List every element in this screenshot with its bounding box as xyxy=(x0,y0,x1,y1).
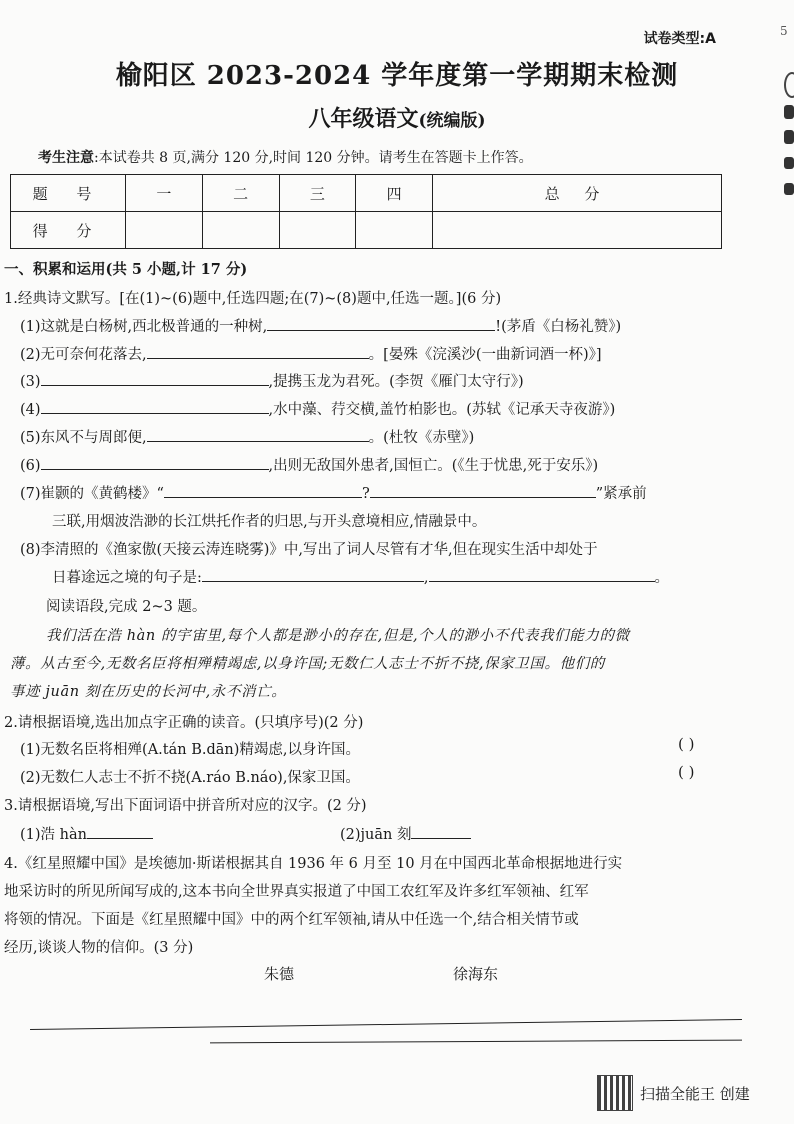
q1-7-tail: ”紧承前 xyxy=(595,486,647,502)
q1-5 xyxy=(20,426,474,447)
answer-blank[interactable] xyxy=(202,566,424,582)
exam-notice xyxy=(38,147,533,167)
answer-line[interactable] xyxy=(30,1019,742,1030)
answer-blank[interactable] xyxy=(429,566,655,582)
answer-blank[interactable] xyxy=(41,370,269,386)
answer-blank[interactable] xyxy=(41,454,269,470)
section-title: 一、积累和运用(共 5 小题,计 17 分) xyxy=(4,261,248,278)
score-header-cell: 一 xyxy=(126,175,203,212)
q1-1-source: !(茅盾《白杨礼赞》) xyxy=(495,319,622,335)
q1-8: (8)李清照的《渔家傲(天接云涛连晓雾)》中,写出了词人尽管有才华,但在现实生活中却处于 xyxy=(20,542,598,558)
q2-2-answer[interactable]: ( ) xyxy=(678,763,695,781)
exam-subtitle xyxy=(0,102,794,133)
q1-6 xyxy=(20,454,598,475)
q4-line: 4.《红星照耀中国》是埃德加·斯诺根据其自 1936 年 6 月至 10 月在中国西北革命根据地进行实 xyxy=(4,856,623,872)
subtitle-note: (统编版) xyxy=(418,111,486,131)
passage-line: 事迹 juān 刻在历史的长河中,永不消亡。 xyxy=(10,684,287,700)
answer-blank[interactable] xyxy=(411,823,471,839)
q1-8-comma: , xyxy=(423,570,429,586)
q4-line: 经历,谈谈人物的信仰。(3 分) xyxy=(4,940,194,956)
answer-blank[interactable] xyxy=(164,482,362,498)
answer-blank[interactable] xyxy=(41,398,269,414)
q1-2-text: (2)无可奈何花落去, xyxy=(20,347,147,363)
q2-stem: 2.请根据语境,选出加点字正确的读音。(只填序号)(2 分) xyxy=(4,715,364,731)
passage-line: 薄。从古至今,无数名臣将相殚精竭虑,以身许国;无数仁人志士不折不挠,保家卫国。他们的 xyxy=(10,656,605,672)
leader-option-a: 朱德 xyxy=(264,965,295,983)
score-cell[interactable] xyxy=(202,212,279,249)
edge-mark: 5 xyxy=(780,24,788,38)
answer-blank[interactable] xyxy=(87,823,153,839)
leader-option-b: 徐海东 xyxy=(453,965,499,983)
passage-line: 我们活在浩 hàn 的宇宙里,每个人都是渺小的存在,但是,个人的渺小不代表我们能力的微 xyxy=(46,628,630,644)
q1-4 xyxy=(20,398,615,419)
q1-3-text: (3) xyxy=(20,374,41,390)
q1-5-source: 。(杜牧《赤壁》) xyxy=(368,430,475,446)
q1-1-text: (1)这就是白杨树,西北极普通的一种树, xyxy=(20,319,268,335)
reading-passage xyxy=(10,622,732,706)
q1-3 xyxy=(20,370,524,391)
score-header-cell: 总 分 xyxy=(433,175,722,212)
q3-stem: 3.请根据语境,写出下面词语中拼音所对应的汉字。(2 分) xyxy=(4,798,367,814)
q1-8-end: 。 xyxy=(654,570,669,586)
q1-7 xyxy=(20,482,647,503)
score-row-label: 得 分 xyxy=(11,212,126,249)
q3-1 xyxy=(20,823,153,844)
q1-6-text: (6) xyxy=(20,458,41,474)
q3-2 xyxy=(340,823,471,844)
q3-1-text: (1)浩 hàn xyxy=(20,827,87,843)
q2-1-answer[interactable]: ( ) xyxy=(678,735,695,753)
q1-8-text: 日暮途远之境的句子是: xyxy=(52,570,202,586)
q1-1 xyxy=(20,315,621,336)
q1-8-cont xyxy=(52,566,669,587)
edge-scribble xyxy=(784,157,794,169)
score-cell[interactable] xyxy=(126,212,203,249)
exam-title: 榆阳区 2023-2024 学年度第一学期期末检测 xyxy=(115,61,679,91)
paper-type: 试卷类型:A xyxy=(643,31,716,47)
answer-blank[interactable] xyxy=(147,426,369,442)
score-cell[interactable] xyxy=(356,212,433,249)
answer-blank[interactable] xyxy=(147,343,369,359)
q1-5-text: (5)东风不与周郎便, xyxy=(20,430,147,446)
score-header-cell: 二 xyxy=(202,175,279,212)
q1-4-source: ,水中藻、荇交横,盖竹柏影也。(苏轼《记承天寺夜游》) xyxy=(268,402,616,418)
q4-line: 将领的情况。下面是《红星照耀中国》中的两个红军领袖,请从中任选一个,结合相关情节或 xyxy=(4,912,579,928)
notice-text: :本试卷共 8 页,满分 120 分,时间 120 分钟。请考生在答题卡上作答。 xyxy=(94,150,533,166)
score-header-cell: 三 xyxy=(279,175,356,212)
q1-4-text: (4) xyxy=(20,402,41,418)
score-cell[interactable] xyxy=(279,212,356,249)
answer-blank[interactable] xyxy=(267,315,495,331)
edge-scribble xyxy=(784,183,794,195)
score-cell[interactable] xyxy=(433,212,722,249)
score-table xyxy=(10,174,722,249)
q1-stem: 1.经典诗文默写。[在(1)~(6)题中,任选四题;在(7)~(8)题中,任选一题。](6 分) xyxy=(4,291,502,307)
read-prompt: 阅读语段,完成 2~3 题。 xyxy=(46,599,207,615)
score-header-label: 题 号 xyxy=(11,175,126,212)
q1-2-source: 。[晏殊《浣溪沙(一曲新词酒一杯)》] xyxy=(368,347,602,363)
q1-7-text: (7)崔颢的《黄鹤楼》“ xyxy=(20,486,164,502)
qr-code-icon xyxy=(597,1075,633,1111)
q1-6-source: ,出则无敌国外患者,国恒亡。(《生于忧患,死于安乐》) xyxy=(268,458,599,474)
notice-label: 考生注意 xyxy=(38,150,94,166)
q2-1: (1)无数名臣将相殚(A.tán B.dān)精竭虑,以身许国。 xyxy=(20,742,360,758)
score-header-cell: 四 xyxy=(356,175,433,212)
q1-7-cont: 三联,用烟波浩渺的长江烘托作者的归思,与开头意境相应,情融景中。 xyxy=(52,514,487,530)
q1-3-source: ,提携玉龙为君死。(李贺《雁门太守行》) xyxy=(268,374,524,390)
answer-line[interactable] xyxy=(210,1040,742,1044)
subtitle-main: 八年级语文 xyxy=(308,106,419,132)
q3-2-text: (2)juān 刻 xyxy=(340,827,412,843)
answer-blank[interactable] xyxy=(370,482,596,498)
q4-line: 地采访时的所见所闻写成的,这本书向全世界真实报道了中国工农红军及许多红军领袖、红军 xyxy=(4,884,589,900)
q1-2 xyxy=(20,343,602,364)
q2-2: (2)无数仁人志士不折不挠(A.ráo B.náo),保家卫国。 xyxy=(20,770,360,786)
q1-7-mark: ? xyxy=(361,486,370,502)
scanner-watermark: 扫描全能王 创建 xyxy=(640,1085,750,1103)
